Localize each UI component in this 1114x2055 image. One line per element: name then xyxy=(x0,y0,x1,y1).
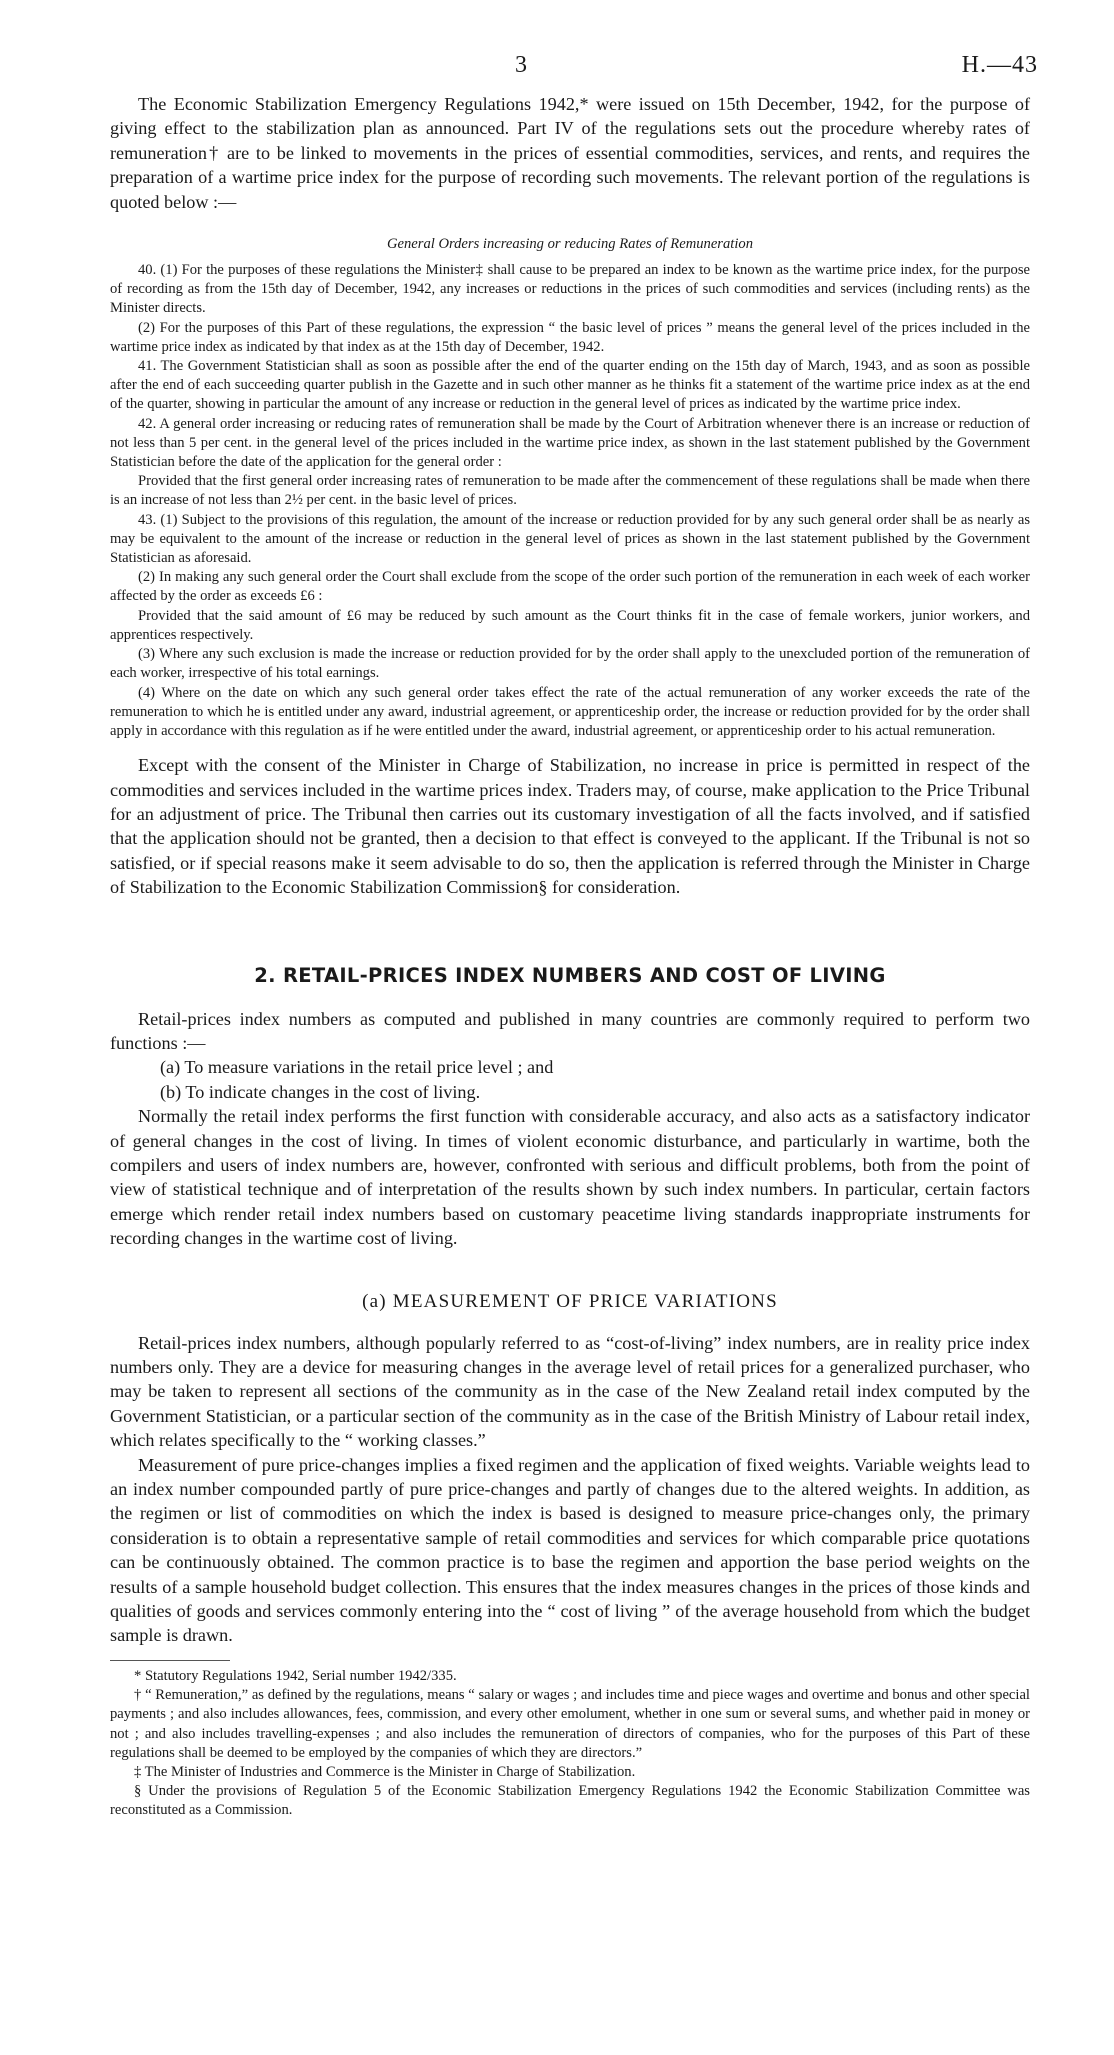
regulation-paragraph: 41. The Government Statistician shall as soon as possible after the end of the quarter ending on the 15th day of March, 1943, and as soon as possible after the end of each succeeding quarter publish in the Gazette and in such other manner as he thinks fit a statement of the wartime price index as at the end of the quarter, showing in particular the amount of any increase or reduction in the general level of prices as indicated by the wartime price index. xyxy=(110,358,1030,413)
footnote: ‡ The Minister of Industries and Commerce is the Minister in Charge of Stabilization. xyxy=(134,1763,636,1780)
list-item: (b) To indicate changes in the cost of living. xyxy=(160,1081,481,1102)
footnote-rule xyxy=(110,1660,230,1661)
regulation-paragraph: (4) Where on the date on which any such general order takes effect the rate of the actual remuneration of any worker exceeds the rate of the remuneration to which he is entitled under any award, industrial agreement, or apprenticeship order, the increase or reduction provided for by the order shall apply in accordance with this regulation as if he were entitled under the award, industrial agreement, or apprenticeship order to his actual remuneration. xyxy=(110,684,1030,739)
regulation-paragraph: Provided that the said amount of £6 may be reduced by such amount as the Court thinks fit in the case of female workers, junior workers, and apprentices respectively. xyxy=(110,607,1030,643)
footnotes xyxy=(110,1667,1030,1821)
regulation-paragraph: 43. (1) Subject to the provisions of this regulation, the amount of the increase or reduction provided for by any such general order shall be as nearly as may be equivalent to the amount of the increase or reduction in the general level of prices as shown in the last statement published by the Government Statistician as aforesaid. xyxy=(110,511,1030,567)
regulation-paragraph: Provided that the first general order increasing rates of remuneration to be made after the commencement of these regulations shall be made when there is an increase of not less than 2½ per cent. in the basic level of prices. xyxy=(110,473,1030,509)
list-item: (a) To measure variations in the retail price level ; and xyxy=(160,1057,554,1078)
footnote: § Under the provisions of Regulation 5 of the Economic Stabilization Emergency Regulations 1942 the Economic Stabilization Committee was reconstituted as a Commission. xyxy=(110,1783,1030,1819)
regulation-paragraph: 40. (1) For the purposes of these regulations the Minister‡ shall cause to be prepared an index to be known as the wartime price index, for the purpose of recording as from the 15th day of December, 1942, any increases or reductions in the prices of such commodities and services (including rents) as the Minister directs. xyxy=(110,262,1030,317)
page-code: H.—43 xyxy=(961,52,1038,78)
section-intro: Retail-prices index numbers as computed and published in many countries are commonly required to perform two functions :— xyxy=(110,1008,1030,1053)
regulations-subtitle: General Orders increasing or reducing Rates of Remuneration xyxy=(386,236,753,253)
subsection-paragraph: Measurement of pure price-changes implies a fixed regimen and the application of fixed weights. Variable weights lead to an index number compounded partly of pure price-changes and partly of changes due to the altered weights. In addition, as the regimen or list of commodities on which the index is based is designed to measure price-changes only, the primary consideration is to obtain a representative sample of retail commodities and services for which comparable price quotations can be continuously obtained. The common practice is to base the regimen and apportion the base period weights on the results of a sample household budget collection. This ensures that the index measures changes in the prices of those kinds and qualities of goods and services commonly entering into the “ cost of living ” of the average household from which the budget sample is drawn. xyxy=(110,1454,1030,1646)
intro-paragraph: The Economic Stabilization Emergency Regulations 1942,* were issued on 15th December, 1942, for the purpose of giving effect to the stabilization plan as announced. Part IV of the regulations sets out the procedure whereby rates of remuneration† are to be linked to movements in the prices of essential commodities, services, and rents, and requires the preparation of a wartime price index for the purpose of recording such movements. The relevant portion of the regulations is quoted below :— xyxy=(110,94,1030,212)
page-number: 3 xyxy=(515,52,527,78)
section-paragraph: Normally the retail index performs the first function with considerable accuracy, and also acts as a satisfactory indicator of general changes in the cost of living. In times of violent economic disturbance, and particularly in wartime, both the compilers and users of index numbers are, however, confronted with serious and difficult problems, both from the point of view of statistical technique and of interpretation of the results shown by such index numbers. In particular, certain factors emerge which render retail index numbers based on customary peacetime living standards inappropriate instruments for recording changes in the wartime cost of living. xyxy=(110,1106,1030,1249)
section-heading: 2. RETAIL-PRICES INDEX NUMBERS AND COST OF LIVING xyxy=(254,963,886,987)
regulation-paragraph: (2) For the purposes of this Part of these regulations, the expression “ the basic level of prices ” means the general level of the prices included in the wartime price index as indicated by that index as at the 15th day of December, 1942. xyxy=(110,319,1030,355)
page-header xyxy=(110,52,1038,92)
regulation-paragraph: (3) Where any such exclusion is made the increase or reduction provided for by the order shall apply to the unexcluded portion of the remuneration of each worker, irrespective of his total earnings. xyxy=(110,646,1030,682)
footnote: * Statutory Regulations 1942, Serial number 1942/335. xyxy=(134,1667,457,1684)
regulation-paragraph: (2) In making any such general order the Court shall exclude from the scope of the order such portion of the remuneration in each week of each worker affected by the order as exceeds £6 : xyxy=(110,569,1030,605)
footnote: † “ Remuneration,” as defined by the regulations, means “ salary or wages ; and includes time and piece wages and overtime and bonus and other special payments ; and also includes allowances, fees, commission, and every other emolument, whether in one sum or several sums, and whether paid in money or not ; and also includes travelling-expenses ; and also includes the remuneration of directors of companies, who for the purposes of this Part of these regulations shall be deemed to be employed by the companies of which they are directors.” xyxy=(110,1687,1030,1761)
regulations-quote xyxy=(110,236,1030,741)
subsection-paragraph: Retail-prices index numbers, although popularly referred to as “cost-of-living” index numbers, are in reality price index numbers only. They are a device for measuring changes in the average level of retail prices for a generalized purchaser, who may be taken to represent all sections of the community as in the case of the New Zealand retail index computed by the Government Statistician, or a particular section of the community as in the case of the British Ministry of Labour retail index, which relates specifically to the “ working classes.” xyxy=(110,1332,1030,1451)
document-page xyxy=(110,52,1038,1821)
consent-paragraph: Except with the consent of the Minister in Charge of Stabilization, no increase in price is permitted in respect of the commodities and services included in the wartime prices index. Traders may, of course, make application to the Price Tribunal for an adjustment of price. The Tribunal then carries out its customary investigation of all the facts involved, and if satisfied that the application should not be granted, then a decision to that effect is conveyed to the applicant. If the Tribunal is not so satisfied, or if special reasons make it seem advisable to do so, then the application is referred through the Minister in Charge of Stabilization to the Economic Stabilization Commission§ for consideration. xyxy=(110,755,1030,898)
regulation-paragraph: 42. A general order increasing or reducing rates of remuneration shall be made by the Court of Arbitration whenever there is an increase or reduction of not less than 5 per cent. in the general level of the prices included in the wartime price index, as shown in the last statement published by the Government Statistician before the date of the application for the general order : xyxy=(110,415,1030,471)
subsection-heading: (a) MEASUREMENT OF PRICE VARIATIONS xyxy=(362,1290,778,1312)
